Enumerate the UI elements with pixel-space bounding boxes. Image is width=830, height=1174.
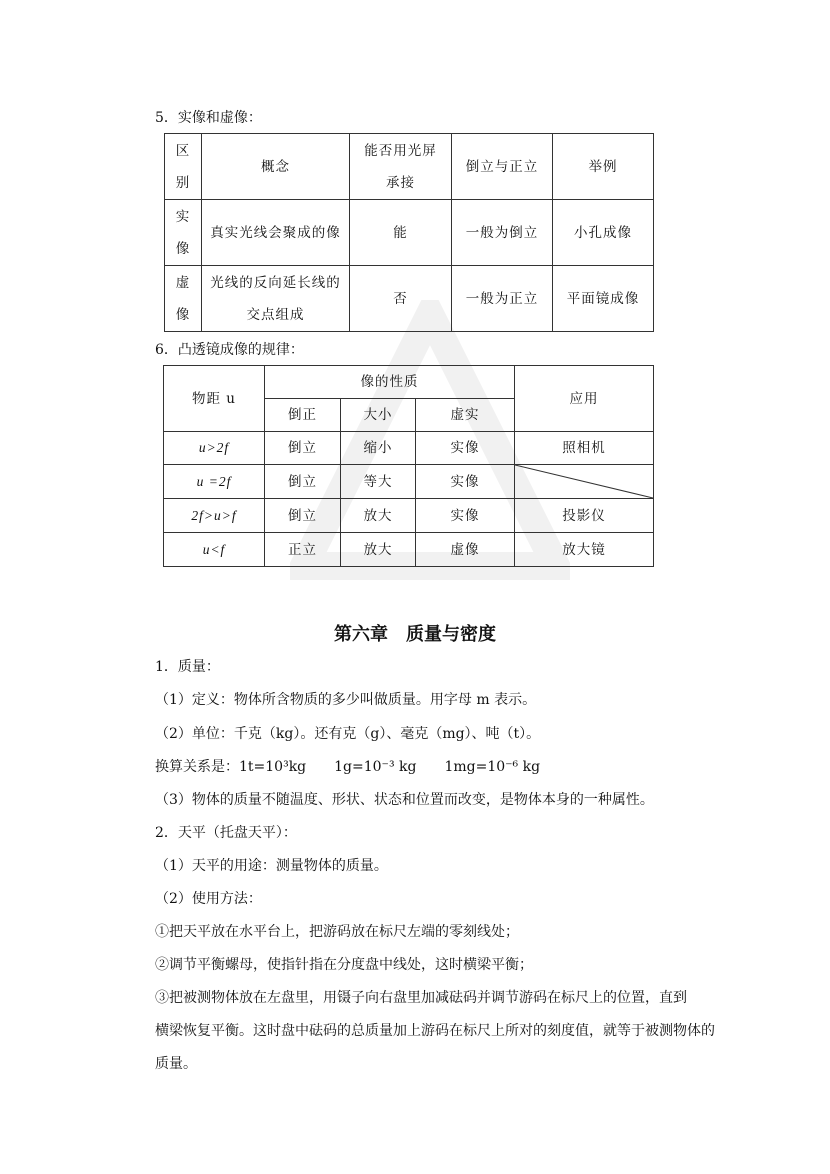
table-header-row — [164, 366, 654, 399]
cell: 倒立 — [265, 465, 341, 499]
cell: 一般为倒立 — [452, 200, 553, 266]
table-row — [165, 266, 654, 332]
table-row — [164, 499, 654, 533]
cell: 投影仪 — [515, 499, 654, 533]
paragraph-line: ②调节平衡螺母，使指针指在分度盘中线处，这时横梁平衡； — [155, 957, 533, 973]
cell: 缩小 — [341, 432, 416, 465]
cell: 放大镜 — [515, 533, 654, 567]
cell: 虚 — [175, 274, 191, 291]
header-cell: 物距 u — [164, 366, 265, 432]
cell: u<f — [202, 541, 226, 557]
cell: 2f>u>f — [191, 507, 237, 523]
cell: 像 — [175, 240, 191, 257]
cell: 等大 — [341, 465, 416, 499]
cell: 一般为正立 — [452, 266, 553, 332]
header-cell: 承接 — [386, 174, 415, 191]
table-row — [164, 465, 654, 499]
header-cell: 倒立与正立 — [452, 134, 553, 200]
section5-heading: 5．实像和虚像： — [155, 110, 262, 126]
cell: 实像 — [416, 465, 515, 499]
cell: 平面镜成像 — [553, 266, 654, 332]
header-cell: 倒正 — [265, 399, 341, 432]
cell: 正立 — [265, 533, 341, 567]
paragraph-line: （2）单位：千克（kg）。还有克（g）、毫克（mg）、吨（t）。 — [155, 726, 541, 742]
header-cell: 区 — [175, 142, 191, 159]
cell: 倒立 — [265, 432, 341, 465]
cell: 真实光线会聚成的像 — [202, 200, 350, 266]
header-cell: 举例 — [553, 134, 654, 200]
paragraph-line: 换算关系是：1t=10³kg 1g=10⁻³ kg 1mg=10⁻⁶ kg — [155, 759, 541, 775]
header-cell: 大小 — [341, 399, 416, 432]
cell: 小孔成像 — [553, 200, 654, 266]
paragraph-line: （3）物体的质量不随温度、形状、状态和位置而改变，是物体本身的一种属性。 — [155, 792, 654, 808]
table-row — [165, 200, 654, 266]
paragraph-line: 质量。 — [155, 1056, 197, 1072]
cell: u>2f — [198, 440, 230, 455]
chapter-title: 第六章 质量与密度 — [334, 624, 496, 645]
header-cell: 应用 — [515, 366, 654, 432]
cell: 照相机 — [515, 432, 654, 465]
cell: 倒立 — [265, 499, 341, 533]
header-cell: 像的性质 — [265, 366, 515, 399]
cell: 能 — [350, 200, 452, 266]
cell: u =2f — [196, 473, 232, 489]
table-header-row — [165, 134, 654, 200]
cell: 放大 — [341, 499, 416, 533]
paragraph-line: （1）定义：物体所含物质的多少叫做质量。用字母 m 表示。 — [155, 692, 537, 708]
section6-heading: 6．凸透镜成像的规律： — [155, 342, 304, 358]
paragraph-line: （2）使用方法： — [155, 891, 262, 907]
cell: 虚像 — [416, 533, 515, 567]
table-row — [164, 533, 654, 567]
paragraph-line: 2．天平（托盘天平）： — [155, 825, 297, 841]
cell: 实 — [175, 208, 191, 225]
header-cell: 概念 — [202, 134, 350, 200]
header-cell: 能否用光屏 — [364, 142, 437, 159]
paragraph-line: ①把天平放在水平台上，把游码放在标尺左端的零刻线处； — [155, 924, 519, 940]
header-cell: 虚实 — [416, 399, 515, 432]
header-cell: 别 — [175, 174, 191, 191]
cell: 放大 — [341, 533, 416, 567]
paragraph-line: 横梁恢复平衡。这时盘中砝码的总质量加上游码在标尺上所对的刻度值，就等于被测物体的 — [155, 1023, 715, 1039]
paragraph-line: （1）天平的用途：测量物体的质量。 — [155, 858, 388, 874]
cell: 否 — [350, 266, 452, 332]
cell: 交点组成 — [246, 306, 305, 323]
diagonal-line — [515, 465, 653, 498]
paragraph-line: ③把被测物体放在左盘里，用镊子向右盘里加减砝码并调节游码在标尺上的位置，直到 — [155, 990, 687, 1006]
real-virtual-image-table — [164, 133, 654, 332]
cell: 实像 — [416, 432, 515, 465]
paragraph-line: 1．质量： — [155, 659, 220, 675]
empty-diagonal-cell — [515, 465, 654, 499]
cell: 实像 — [416, 499, 515, 533]
cell: 光线的反向延长线的 — [210, 274, 341, 291]
table-row — [164, 432, 654, 465]
convex-lens-table — [163, 365, 654, 567]
cell: 像 — [175, 306, 191, 323]
